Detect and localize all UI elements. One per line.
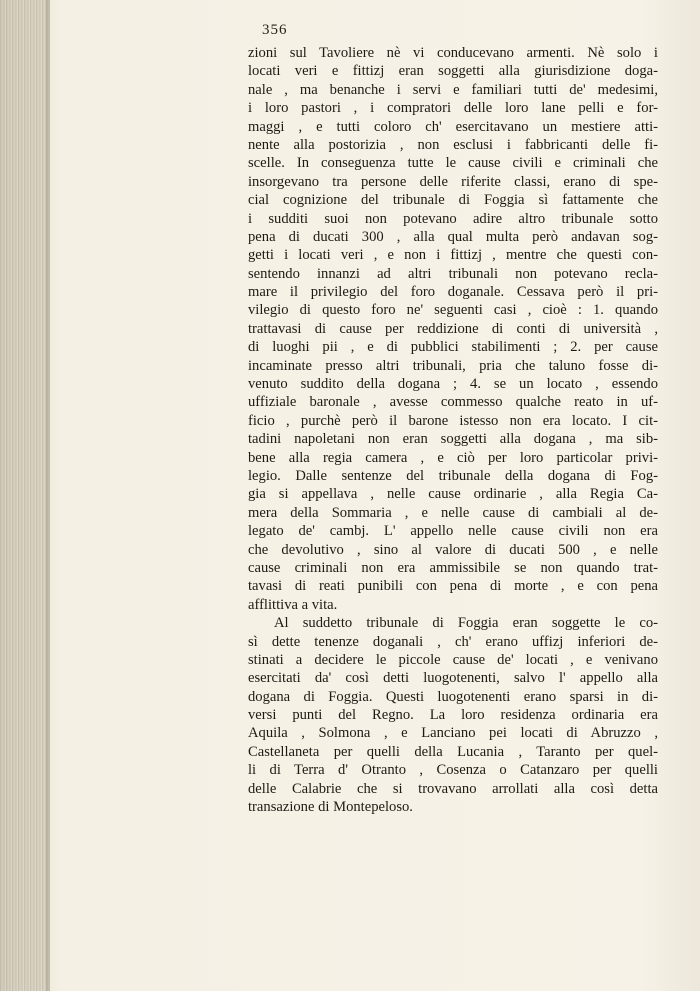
text-line: venuto suddito della dogana ; 4. se un locato , essendo [248, 376, 658, 393]
text-line: nale , ma benanche i servi e familiari tutti de' medesimi, [248, 81, 658, 98]
text-line: incaminate presso altri tribunali, pria che taluno fosse di- [248, 357, 658, 374]
text-line: cial cognizione del tribunale di Foggia sì fattamente che [248, 192, 658, 209]
text-line: Castellaneta per quelli della Lucania , Taranto per quel- [248, 743, 658, 760]
text-line: che devolutivo , sino al valore di ducati 500 , e nelle [248, 541, 658, 558]
text-line: insorgevano tra persone delle riferite classi, erano di spe- [248, 173, 658, 190]
text-line: stinati a decidere le piccole cause de' locati , e venivano [248, 651, 658, 668]
text-line: li di Terra d' Otranto , Cosenza o Catanzaro per quelli [248, 762, 658, 779]
text-line: maggi , e tutti coloro ch' esercitavano un mestiere atti- [248, 118, 658, 135]
text-line: ficio , purchè però il barone istesso non era locato. I cit- [248, 412, 658, 429]
text-line: mera della Sommaria , e nelle cause di cambiali al de- [248, 504, 658, 521]
text-line: getti i locati veri , e non i fittizj , mentre che questi con- [248, 247, 658, 264]
text-line: i loro pastori , i compratori delle loro lane pelli e for- [248, 100, 658, 117]
text-line: tadini napoletani non eran soggetti alla dogana , ma sib- [248, 431, 658, 448]
text-line: sì dette tenenze doganali , ch' erano uffizj inferiori de- [248, 633, 658, 650]
text-line: tavasi di reati punibili con pena di morte , e con pena [248, 578, 658, 595]
text-line: vilegio di questo foro ne' seguenti casi , cioè : 1. quando [248, 302, 658, 319]
text-line: scelle. In conseguenza tutte le cause civili e criminali che [248, 155, 658, 172]
text-line: legato de' cambj. L' appello nelle cause civili non era [248, 523, 658, 540]
text-line: di luoghi pii , e di pubblici stabilimenti ; 2. per cause [248, 339, 658, 356]
text-line: cause criminali non era ammissibile se non quando trat- [248, 559, 658, 576]
text-line: mare il privilegio del foro doganale. Cessava però il pri- [248, 284, 658, 301]
text-line: nente alla postorizia , non esclusi i fabbricanti delle fi- [248, 136, 658, 153]
text-line: sentendo innanzi ad altri tribunali non potevano recla- [248, 265, 658, 282]
paragraph-end-line: transazione di Montepeloso. [248, 799, 413, 816]
text-line: bene alla regia camera , e ciò per loro particolar privi- [248, 449, 658, 466]
text-line: uffiziale baronale , avesse commesso qualche reato in uf- [248, 394, 658, 411]
paragraph-start-line: Al suddetto tribunale di Foggia eran soggette le co- [274, 615, 658, 632]
text-line: delle Calabrie che si trovavano arrollati alla così detta [248, 780, 658, 797]
text-line: legio. Dalle sentenze del tribunale della dogana di Fog- [248, 467, 658, 484]
text-line: zioni sul Tavoliere nè vi conducevano armenti. Nè solo i [248, 45, 658, 61]
binding-edge [46, 0, 50, 991]
text-line: trattavasi di cause per reddizione di conti di università , [248, 320, 658, 337]
text-line: i sudditi suoi non potevano adire altro tribunale sotto [248, 210, 658, 227]
text-line: esercitati da' così detti luogotenenti, salvo l' appello alla [248, 670, 658, 687]
text-line: Aquila , Solmona , e Lanciano pei locati di Abruzzo , [248, 725, 658, 742]
book-binding [0, 0, 48, 991]
text-line: dogana di Foggia. Questi luogotenenti erano sparsi in di- [248, 688, 658, 705]
text-line: locati veri e fittizj eran soggetti alla giurisdizione doga- [248, 63, 658, 80]
paragraph-end-line: afflittiva a vita. [248, 596, 338, 613]
text-line: pena di ducati 300 , alla qual multa però andavan sog- [248, 228, 658, 245]
page-number: 356 [262, 22, 288, 38]
body-text [248, 44, 658, 816]
text-line: gia si appellava , nelle cause ordinarie , alla Regia Ca- [248, 486, 658, 503]
text-line: versi punti del Regno. La loro residenza ordinaria era [248, 707, 658, 724]
